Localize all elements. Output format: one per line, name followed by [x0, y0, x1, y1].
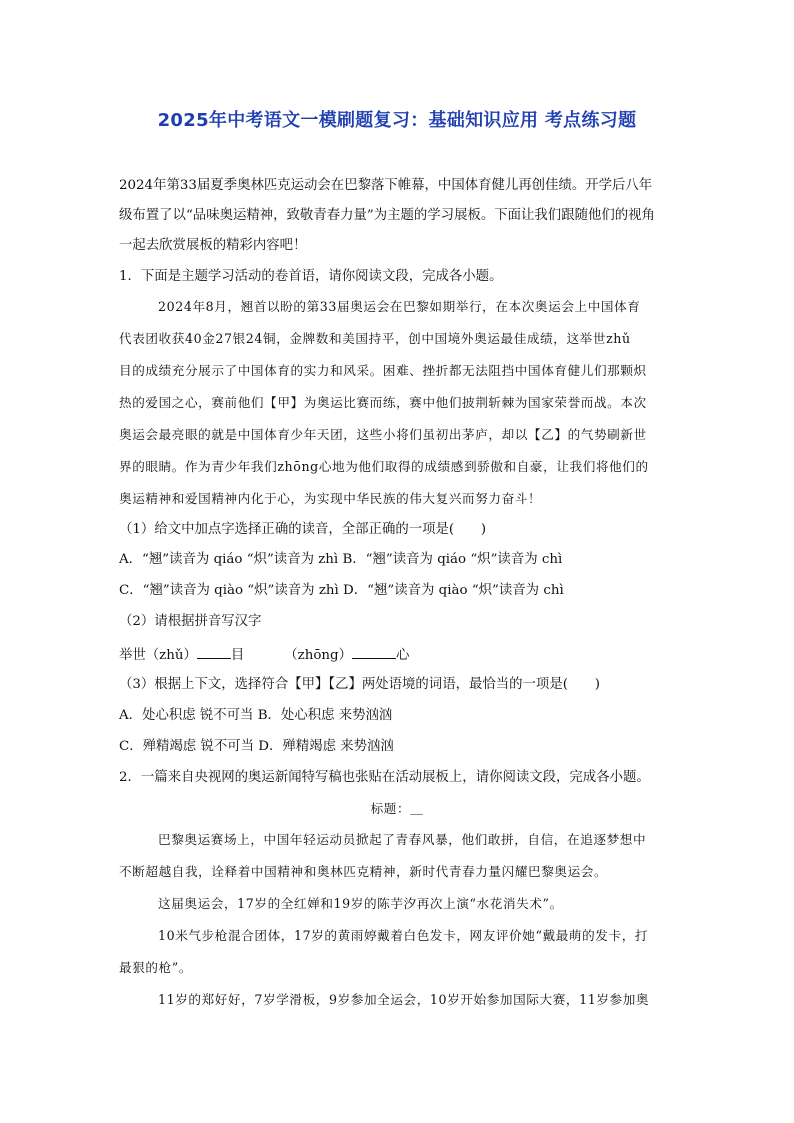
- q1-sub2-stem: （2）请根据拼音写汉字: [119, 614, 262, 629]
- q1-sub1-stem: （1）给文中加点字选择正确的读音，全部正确的一项是( ): [119, 522, 487, 537]
- q2-headline: 标题：＿: [370, 801, 424, 816]
- page-title: 2025年中考语文一模刷题复习：基础知识应用 考点练习题: [157, 110, 637, 131]
- q1-sub3-options-cd: C．殚精竭虑 锐不可当 D．殚精竭虑 来势汹汹: [119, 739, 394, 754]
- sub2-a-suffix: 目: [230, 648, 245, 663]
- q2-passage-line-2: 不断超越自我，诠释着中国精神和奥林匹克精神，新时代青春力量闪耀巴黎奥运会。: [119, 864, 608, 879]
- answer-blank-2[interactable]: [352, 644, 396, 659]
- answer-blank-1[interactable]: [197, 644, 231, 659]
- intro-line-2: 级布置了以“品味奥运精神，致敬青春力量”为主题的学习展板。下面让我们跟随他们的视角: [119, 208, 655, 223]
- q1-sub1-options-ab: A．“翘”读音为 qiáo “炽”读音为 zhì B．“翘”读音为 qiáo “炽”读音为 chì: [119, 552, 563, 567]
- sub2-b-prefix: （zhōng）: [284, 648, 352, 663]
- sub2-b-suffix: 心: [395, 648, 410, 663]
- intro-line-3: 一起去欣赏展板的精彩内容吧！: [119, 238, 307, 253]
- q1-sub3-stem: （3）根据上下文，选择符合【甲】【乙】两处语境的词语，最恰当的一项是( ): [119, 677, 600, 692]
- sub2-a-prefix: 举世（zhǔ）: [119, 648, 197, 663]
- q1-passage-line-2: 代表团收获40金27银24铜，金牌数和美国持平，创中国境外奥运最佳成绩，这举世zhǔ: [119, 331, 631, 346]
- q1-passage-line-4: 热的爱国之心，赛前他们【甲】为奥运比赛而练，赛中他们披荆斩棘为国家荣誉而战。本次: [119, 395, 647, 410]
- q1-passage-line-1: 2024年8月，翘首以盼的第33届奥运会在巴黎如期举行，在本次奥运会上中国体育: [158, 299, 641, 314]
- q2-passage-line-1: 巴黎奥运赛场上，中国年轻运动员掀起了青春风暴，他们敢拼，自信，在追逐梦想中: [158, 832, 647, 847]
- q1-passage-line-7: 奥运精神和爱国精神内化于心，为实现中华民族的伟大复兴而努力奋斗！: [119, 491, 542, 506]
- q1-passage-line-6: 界的眼睛。作为青少年我们zhōng心地为他们取得的成绩感到骄傲和自豪，让我们将他们的: [119, 459, 649, 474]
- q1-passage-line-3: 目的成绩充分展示了中国体育的实力和风采。困难、挫折都无法阻挡中国体育健儿们那颗炽: [119, 363, 647, 378]
- q2-passage-line-6: 11岁的郑好好，7岁学滑板，9岁参加全运会，10岁开始参加国际大赛，11岁参加奥: [158, 992, 650, 1007]
- question-1-stem: 1．下面是主题学习活动的卷首语，请你阅读文段，完成各小题。: [119, 269, 503, 284]
- q1-sub1-options-cd: C．“翘”读音为 qiào “炽”读音为 zhì D．“翘”读音为 qiào “炽”读音为 chì: [119, 583, 564, 598]
- q2-passage-line-4: 10米气步枪混合团体，17岁的黄雨婷戴着白色发卡，网友评价她“戴最萌的发卡，打: [158, 928, 649, 943]
- question-2-stem: 2．一篇来自央视网的奥运新闻特写稿也张贴在活动展板上，请你阅读文段，完成各小题。: [119, 770, 650, 785]
- q1-sub2-blanks: [119, 644, 409, 666]
- q2-passage-line-3: 这届奥运会，17岁的全红婵和19岁的陈芋汐再次上演“水花消失术”。: [158, 896, 563, 911]
- q1-sub3-options-ab: A．处心积虑 锐不可当 B．处心积虑 来势汹汹: [119, 708, 393, 723]
- q2-passage-line-5: 最狠的枪”。: [119, 960, 193, 975]
- intro-line-1: 2024年第33届夏季奥林匹克运动会在巴黎落下帷幕，中国体育健儿再创佳绩。开学后八年: [119, 178, 653, 193]
- q1-passage-line-5: 奥运会最亮眼的就是中国体育少年天团，这些小将们虽初出茅庐，却以【乙】的气势刷新世: [119, 427, 647, 442]
